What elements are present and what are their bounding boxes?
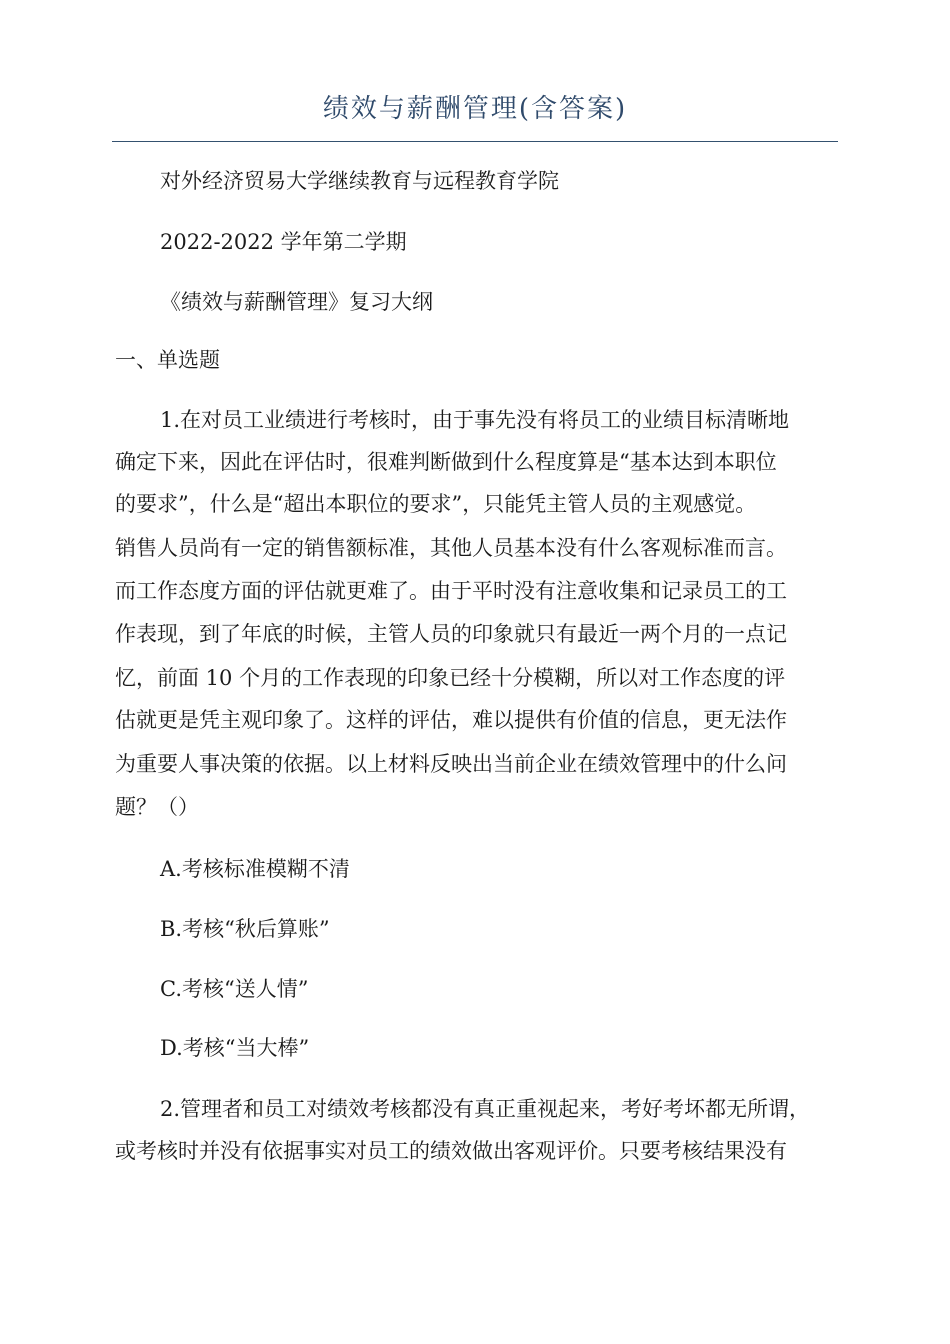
- term-line: 2022-2022 学年第二学期: [160, 230, 407, 254]
- question-2-line: 2.管理者和员工对绩效考核都没有真正重视起来，考好考坏都无所谓，: [160, 1097, 811, 1121]
- outline-title: 《绩效与薪酬管理》复习大纲: [160, 290, 433, 314]
- question-1-line: 销售人员尚有一定的销售额标准，其他人员基本没有什么客观标准而言。: [115, 536, 787, 560]
- question-1-line: 忆，前面 10 个月的工作表现的印象已经十分模糊，所以对工作态度的评: [115, 666, 786, 690]
- question-1-line: 的要求”，什么是“超出本职位的要求”，只能凭主管人员的主观感觉。: [115, 492, 757, 516]
- question-1-line: 为重要人事决策的依据。以上材料反映出当前企业在绩效管理中的什么问: [115, 752, 787, 776]
- question-1-line: 题？（）: [115, 795, 199, 819]
- question-1-line: 作表现，到了年底的时候，主管人员的印象就只有最近一两个月的一点记: [115, 622, 787, 646]
- question-1-line: 确定下来，因此在评估时，很难判断做到什么程度算是“基本达到本职位: [115, 450, 777, 474]
- document-title: 绩效与薪酬管理(含答案): [322, 94, 628, 124]
- question-1-line: 而工作态度方面的评估就更难了。由于平时没有注意收集和记录员工的工: [115, 579, 787, 603]
- question-2-line: 或考核时并没有依据事实对员工的绩效做出客观评价。只要考核结果没有: [115, 1139, 787, 1163]
- option-d: D.考核“当大棒”: [160, 1036, 310, 1060]
- section-heading: 一、单选题: [115, 348, 220, 372]
- question-1-line: 1.在对员工业绩进行考核时，由于事先没有将员工的业绩目标清晰地: [160, 408, 790, 432]
- title-divider: [112, 141, 838, 142]
- option-b: B.考核“秋后算账”: [160, 917, 330, 941]
- option-c: C.考核“送人情”: [160, 977, 309, 1001]
- question-1-line: 估就更是凭主观印象了。这样的评估，难以提供有价值的信息，更无法作: [115, 708, 787, 732]
- school-name: 对外经济贸易大学继续教育与远程教育学院: [160, 169, 559, 193]
- option-a: A.考核标准模糊不清: [160, 857, 350, 881]
